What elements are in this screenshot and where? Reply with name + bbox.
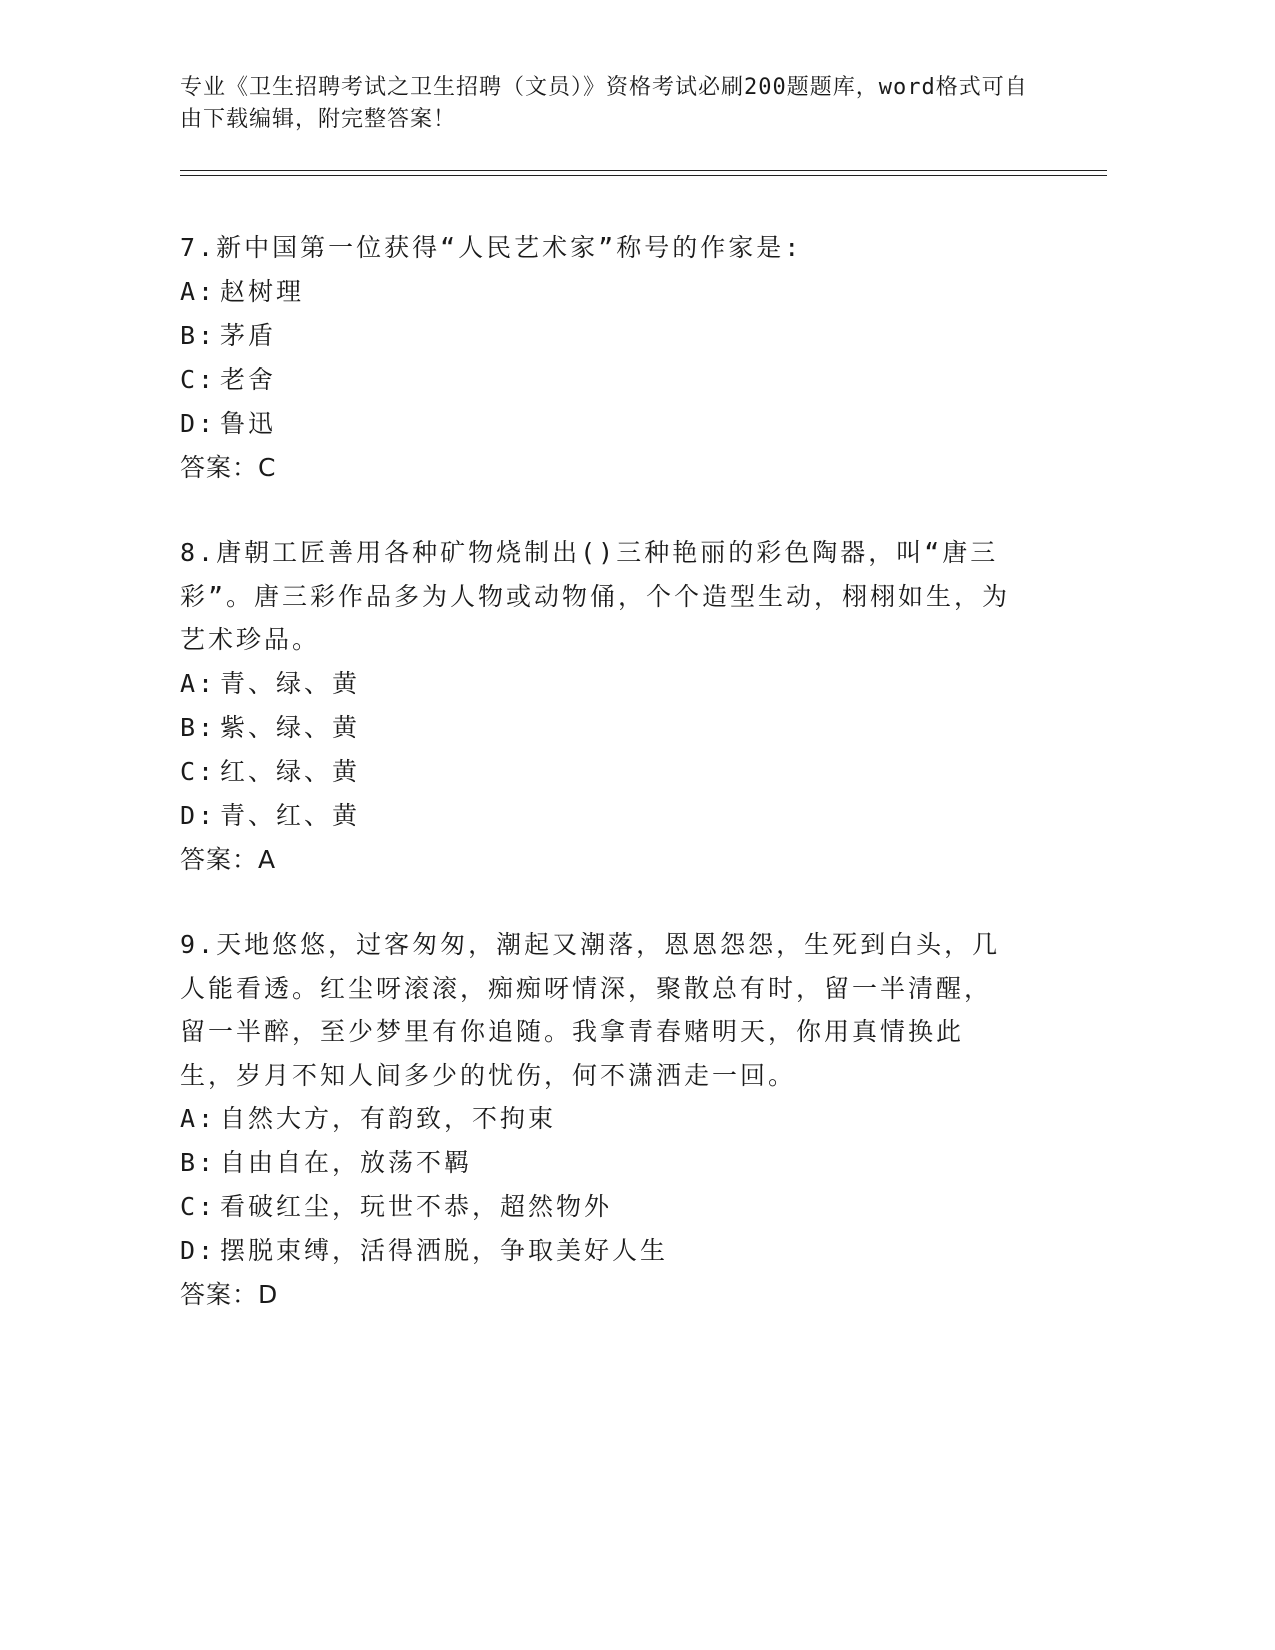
option-letter: B: [180, 320, 217, 350]
option-letter: D: [180, 408, 217, 438]
option-letter: A: [180, 276, 217, 306]
option-d [180, 1229, 1015, 1273]
option-c [180, 750, 1015, 794]
question-stem: 7.新中国第一位获得“人民艺术家”称号的作家是: [180, 233, 803, 262]
option-text: 老舍 [220, 364, 277, 394]
question-7 [180, 226, 1015, 490]
option-letter: B: [180, 712, 217, 742]
option-text: 赵树理 [220, 276, 305, 306]
option-text: 青、绿、黄 [220, 668, 361, 698]
option-b [180, 314, 1015, 358]
question-8 [180, 531, 1015, 882]
option-text: 青、红、黄 [220, 800, 361, 830]
option-letter: A: [180, 668, 217, 698]
option-letter: D: [180, 800, 217, 830]
option-text: 红、绿、黄 [220, 756, 361, 786]
option-c [180, 1185, 1015, 1229]
option-text: 紫、绿、黄 [220, 712, 361, 742]
option-text: 茅盾 [220, 320, 277, 350]
option-letter: C: [180, 1192, 217, 1221]
option-text: 自然大方，有韵致，不拘束 [220, 1104, 557, 1133]
header-divider-bottom [180, 175, 1107, 176]
option-a [180, 1097, 1015, 1141]
option-letter: D: [180, 1236, 217, 1265]
document-intro: 专业《卫生招聘考试之卫生招聘（文员）》资格考试必刷200题题库，word格式可自由下载编辑，附完整答案！ [180, 75, 1028, 132]
option-letter: C: [180, 756, 217, 786]
answer-line: 答案：A [180, 844, 277, 874]
option-letter: C: [180, 364, 217, 394]
option-b [180, 706, 1015, 750]
option-text: 摆脱束缚，活得洒脱，争取美好人生 [220, 1236, 669, 1265]
question-9 [180, 923, 1015, 1317]
option-b [180, 1141, 1015, 1185]
option-a [180, 662, 1015, 706]
option-d [180, 402, 1015, 446]
option-c [180, 358, 1015, 402]
option-a [180, 270, 1015, 314]
answer-line: 答案：D [180, 1280, 279, 1309]
header-divider-top [180, 170, 1107, 171]
answer-line: 答案：C [180, 452, 277, 482]
question-stem: 8.唐朝工匠善用各种矿物烧制出()三种艳丽的彩色陶器，叫“唐三彩”。唐三彩作品多为人物或动物俑，个个造型生动，栩栩如生，为艺术珍品。 [180, 538, 1011, 654]
option-text: 看破红尘，玩世不恭，超然物外 [220, 1192, 613, 1221]
option-d [180, 794, 1015, 838]
question-stem: 9.天地悠悠，过客匆匆，潮起又潮落，恩恩怨怨，生死到白头，几人能看透。红尘呀滚滚，痴痴呀情深，聚散总有时，留一半清醒，留一半醉，至少梦里有你追随。我拿青春赌明天，你用真情换此生，岁月不知人间多少的忧伤，何不潇洒走一回。 [180, 930, 1001, 1090]
option-text: 自由自在，放荡不羁 [220, 1148, 473, 1177]
option-letter: A: [180, 1104, 217, 1133]
option-letter: B: [180, 1148, 217, 1177]
option-text: 鲁迅 [220, 408, 277, 438]
